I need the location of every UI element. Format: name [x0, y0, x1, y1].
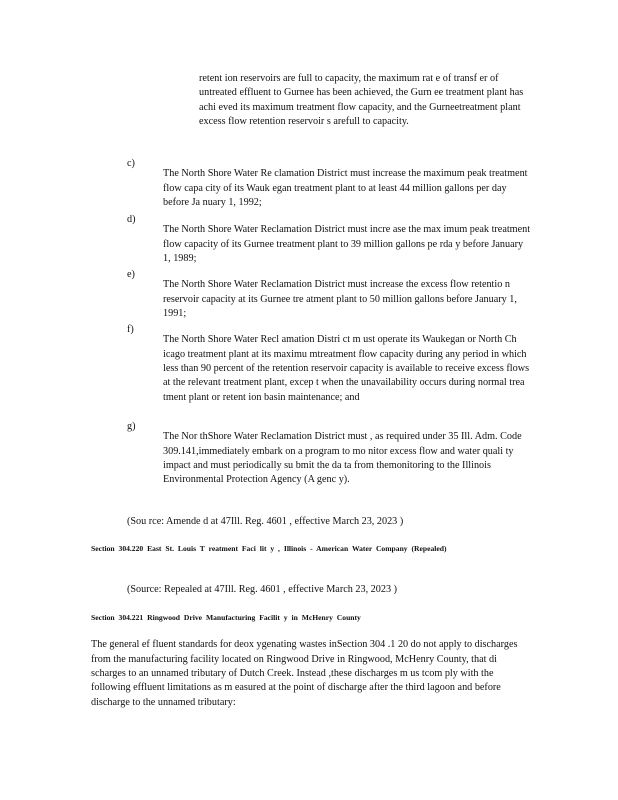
- section-304-221-body: The general ef fluent standards for deox ygenating wastes inSection 304 .1 20 do not apply to discharges from the manufacturing facility located on Ringwood Drive in Ringwood, McHenry County, that di scharges to an unnamed tributary of Dutch Creek. Instead ,these discharges m us tcom ply with the following effluent limitations as m easured at the point of discharge after the third lagoon and before discharge to the unnamed tributary:: [91, 639, 518, 708]
- section-heading-304-221: Section 304.221 Ringwood Drive Manufacturing Facilit y in McHenry County: [91, 612, 361, 622]
- item-letter-d: d): [127, 214, 136, 225]
- source-note-amended: (Sou rce: Amende d at 47Ill. Reg. 4601 , effective March 23, 2023 ): [127, 516, 404, 528]
- continuation-paragraph: retent ion reservoirs are full to capacity, the maximum rat e of transf er of untreated effluent to Gurnee has been achieved, the Gurn ee treatment plant has achi eved its maximum treatment flow capacity, and the Gurneetreatment plant excess flow retention reservoir s arefull to capacity.: [199, 73, 524, 128]
- item-letter-c: c): [127, 158, 135, 169]
- section-heading-304-220: Section 304.220 East St. Louis T reatment Faci lit y , Illinois - American Water Company (Repealed): [91, 543, 447, 553]
- item-letter-e: e): [127, 269, 135, 280]
- source-note-repealed: (Source: Repealed at 47Ill. Reg. 4601 , effective March 23, 2023 ): [127, 584, 397, 596]
- item-letter-f: f): [127, 324, 134, 335]
- item-text-g: The Nor thShore Water Reclamation District must , as required under 35 Ill. Adm. Code 309.141,immediately embark on a program to mo nitor excess flow and water quali ty impact and must periodically su bmit the da ta from themonitoring to the Illinois Environmental Protection Agency (A genc y).: [163, 431, 522, 486]
- item-text-c: The North Shore Water Re clamation District must increase the maximum peak treatment flow capa city of its Wauk egan treatment plant to at least 44 million gallons per day before Ja nuary 1, 1992;: [163, 168, 528, 208]
- item-letter-g: g): [127, 421, 136, 432]
- item-text-f: The North Shore Water Recl amation Distri ct m ust operate its Waukegan or North Ch icago treatment plant at its maximu mtreatment flow capacity during any period in which less than 90 percent of the retention reservoir capacity is available to receive excess flows at the relevant treatment plant, excep t when the unavailability occurs during normal trea tment plant or retent ion basin maintenance; and: [163, 334, 530, 403]
- item-text-d: The North Shore Water Reclamation District must incre ase the max imum peak treatment flow capacity of its Gurnee treatment plant to 39 million gallons pe rda y before January 1, 1989;: [163, 224, 531, 264]
- item-text-e: The North Shore Water Reclamation District must increase the excess flow retentio n reservoir capacity at its Gurnee tre atment plant to 50 million gallons before January 1, 1991;: [163, 279, 517, 319]
